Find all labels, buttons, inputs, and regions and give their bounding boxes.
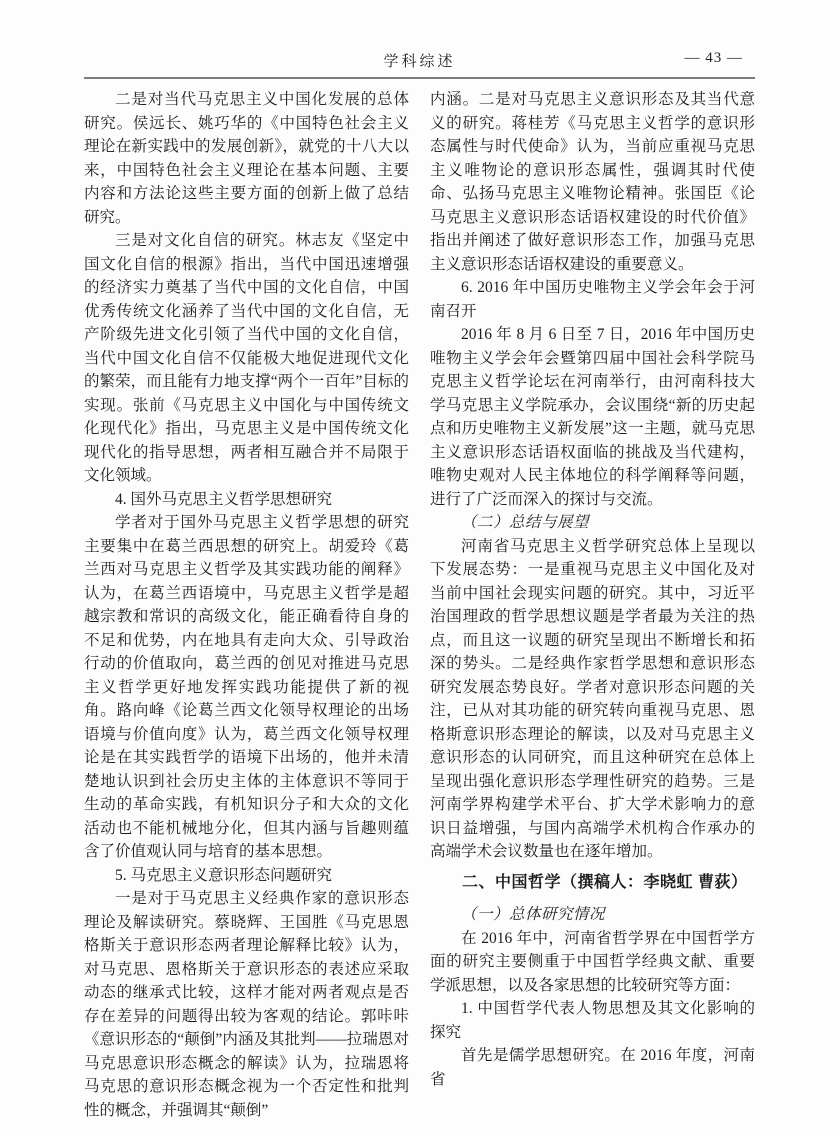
paragraph: 学者对于国外马克思主义哲学思想的研究主要集中在葛兰西思想的研究上。胡爱玲《葛兰西对马克思主义哲学及其实践功能的阐释》认为，在葛兰西语境中，马克思主义哲学是超越宗教和常识的高级文化，能正确看待自身的不足和优势，内在地具有走向大众、引导政治行动的价值取向，葛兰西的创见对推进马克思主义哲学更好地发挥实践功能提供了新的视角。路向峰《论葛兰西文化领导权理论的出场语境与价值向度》认为，葛兰西文化领导权理论是在其实践哲学的语境下出场的，他并未清楚地认识到社会历史主体的主体意识不等同于生动的革命实践，有机知识分子和大众的文化活动也不能机械地分化，但其内涵与旨趣则蕴含了价值观认同与培育的基本思想。 [84, 514, 409, 860]
header-title: 学科综述 [383, 54, 456, 70]
paragraph: 河南省马克思主义哲学研究总体上呈现以下发展态势：一是重视马克思主义中国化及对当前中国社会现实问题的研究。其中，习近平治国理政的哲学思想议题是学者最为关注的热点，而且这一议题的研究呈现出不断增长和拓深的势头。二是经典作家哲学思想和意识形态研究发展态势良好。学者对意识形态问题的关注，已从对其功能的研究转向重视马克思、恩格斯意识形态理论的解读，以及对马克思主义意识形态的认同研究，而且这种研究在总体上呈现出强化意识形态学理性研究的趋势。三是河南学界构建学术平台、扩大学术影响力的意识日益增强，与国内高端学术机构合作承办的高端学术会议数量也在逐年增加。 [430, 537, 755, 860]
numbered-heading: 6. 2016 年中国历史唯物主义学会年会于河南召开 [430, 279, 755, 320]
numbered-heading: 4. 国外马克思主义哲学思想研究 [115, 490, 333, 508]
numbered-heading: 5. 马克思主义意识形态问题研究 [115, 866, 333, 884]
sub-section-heading: （一）总体研究情况 [461, 906, 606, 923]
text-column-right [430, 88, 755, 1122]
page-number: — 43 — [684, 50, 743, 66]
paragraph: 首先是儒学思想研究。在 2016 年度，河南省 [430, 1047, 755, 1088]
paragraph: 2016 年 8 月 6 日至 7 日，2016 年中国历史唯物主义学会年会暨第四届中国社会科学院马克思主义哲学论坛在河南举行，由河南科技大学马克思主义学院承办，会议围绕“新的历史起点和历史唯物主义新发展”这一主题，就马克思主义意识形态话语权面临的挑战及当代建构，唯物史观对人民主体地位的科学阐释等问题，进行了广泛而深入的探讨与交流。 [430, 326, 755, 508]
page-header [84, 50, 755, 79]
paragraph: 三是对文化自信的研究。林志友《坚定中国文化自信的根源》指出，当代中国迅速增强的经济实力奠基了当代中国的文化自信，中国优秀传统文化涵养了当代中国的文化自信，无产阶级先进文化引领了当代中国的文化自信，当代中国文化自信不仅能极大地促进现代文化的繁荣，而且能有力地支撑“两个一百年”目标的实现。张前《马克思主义中国化与中国传统文化现代化》指出，马克思主义是中国传统文化现代化的指导思想，两者相互融合并不局限于文化领域。 [84, 232, 409, 484]
paragraph: 二是对当代马克思主义中国化发展的总体研究。侯远长、姚巧华的《中国特色社会主义理论在新实践中的发展创新》，就党的十八大以来，中国特色社会主义理论在基本问题、主要内容和方法论这些主要方面的创新上做了总结研究。 [84, 91, 409, 226]
paragraph: 内涵。二是对马克思主义意识形态及其当代意义的研究。蒋桂芳《马克思主义哲学的意识形态属性与时代使命》认为，当前应重视马克思主义唯物论的意识形态属性，强调其时代使命、弘扬马克思主义唯物论精神。张国臣《论马克思主义意识形态话语权建设的时代价值》指出并阐述了做好意识形态工作，加强马克思主义意识形态话语权建设的重要意义。 [430, 91, 755, 273]
numbered-heading: 1. 中国哲学代表人物思想及其文化影响的探究 [430, 1000, 755, 1041]
paragraph: 一是对于马克思主义经典作家的意识形态理论及解读研究。蔡晓辉、王国胜《马克思恩格斯关于意识形态两者理论解释比较》认为，对马克思、恩格斯关于意识形态的表述应采取动态的继承式比较，这样才能对两者观点是否存在差异的问题得出较为客观的结论。郭咔咔《意识形态的“颠倒”内涵及其批判——拉瑞恩对马克思意识形态概念的解读》认为，拉瑞恩将马克思的意识形态概念视为一个否定性和批判性的概念，并强调其“颠倒” [84, 890, 409, 1119]
section-heading: 二、中国哲学（撰稿人：李晓虹 曹荻） [462, 873, 748, 891]
paragraph: 在 2016 年中，河南省哲学界在中国哲学方面的研究主要侧重于中国哲学经典文献、重要学派思想，以及各家思想的比较研究等方面： [430, 929, 755, 994]
sub-section-heading: （二）总结与展望 [461, 514, 590, 531]
text-column-left [84, 88, 409, 1122]
two-column-body [84, 88, 755, 1122]
